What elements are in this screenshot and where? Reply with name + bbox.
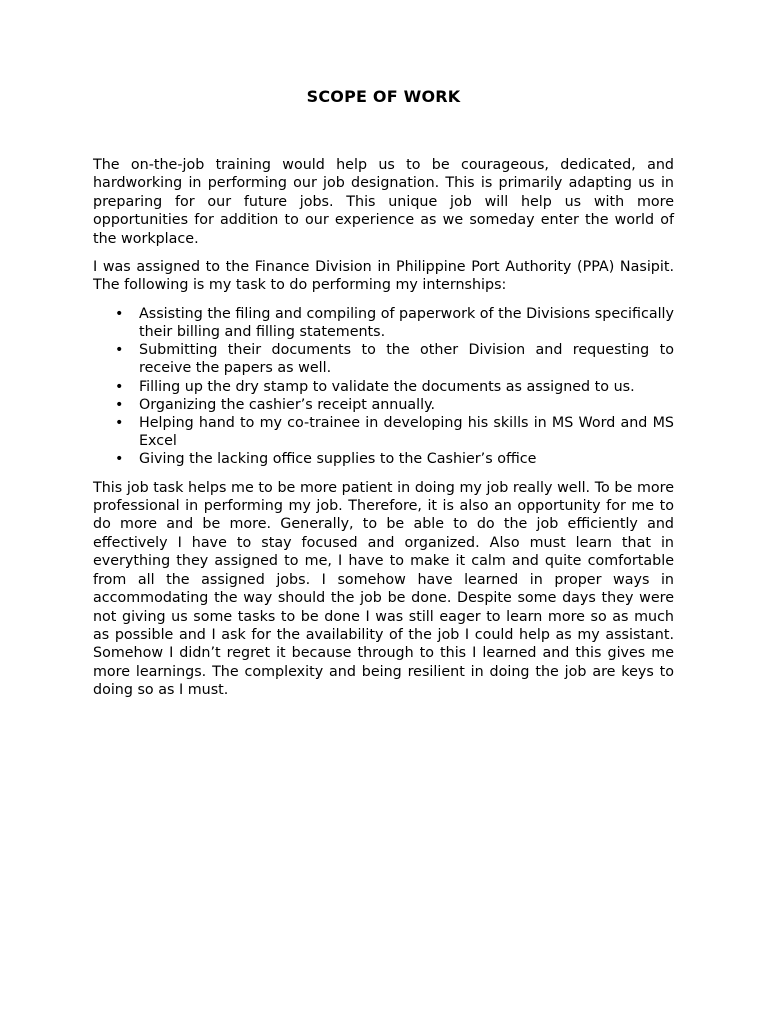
list-item <box>93 305 674 341</box>
task-text: Filling up the dry stamp to validate the documents as assigned to us. <box>139 378 635 395</box>
task-text: Giving the lacking office supplies to the Cashier’s office <box>139 451 537 468</box>
bullet-icon: • <box>115 415 124 432</box>
task-text: Organizing the cashier’s receipt annually. <box>139 396 436 413</box>
list-item <box>93 414 674 450</box>
list-item <box>93 450 674 468</box>
bullet-icon: • <box>115 342 124 359</box>
bullet-icon: • <box>115 378 124 395</box>
task-text: Helping hand to my co-trainee in developing his skills in MS Word and MS Excel <box>139 415 674 450</box>
document-page <box>93 86 674 710</box>
task-list <box>93 305 674 469</box>
task-text: Submitting their documents to the other Division and requesting to receive the papers as well. <box>139 342 674 377</box>
task-text: Assisting the filing and compiling of paperwork of the Divisions specifically their billing and filling statements. <box>139 305 674 341</box>
closing-paragraph: This job task helps me to be more patient in doing my job really well. To be more professional in performing my job. Therefore, it is also an opportunity for me to do more and be more. Generally, to be able to do the job efficiently and effectively I have to stay focused and organized. Also must learn that in everything they assigned to me, I have to make it calm and quite comfortable from all the assigned jobs. I somehow have learned in proper ways in accommodating the way should the job be done. Despite some days they were not giving us some tasks to be done I was still eager to learn more so as much as possible and I ask for the availability of the job I could help as my assistant. Somehow I didn’t regret it because through to this I learned and this gives me more learnings. The complexity and being resilient in doing the job are keys to doing so as I must. <box>93 479 674 699</box>
document-title: SCOPE OF WORK <box>306 87 461 106</box>
assignment-paragraph: I was assigned to the Finance Division in Philippine Port Authority (PPA) Nasipit. The following is my task to do performing my internships: <box>93 259 674 294</box>
list-item <box>93 378 674 396</box>
bullet-icon: • <box>115 305 124 322</box>
bullet-icon: • <box>115 396 124 413</box>
list-item <box>93 341 674 377</box>
list-item <box>93 396 674 414</box>
bullet-icon: • <box>115 451 124 468</box>
intro-paragraph: The on-the-job training would help us to be courageous, dedicated, and hardworking in performing our job designation. This is primarily adapting us in preparing for our future jobs. This unique job will help us with more opportunities for addition to our experience as we someday enter the world of the workplace. <box>93 157 674 247</box>
